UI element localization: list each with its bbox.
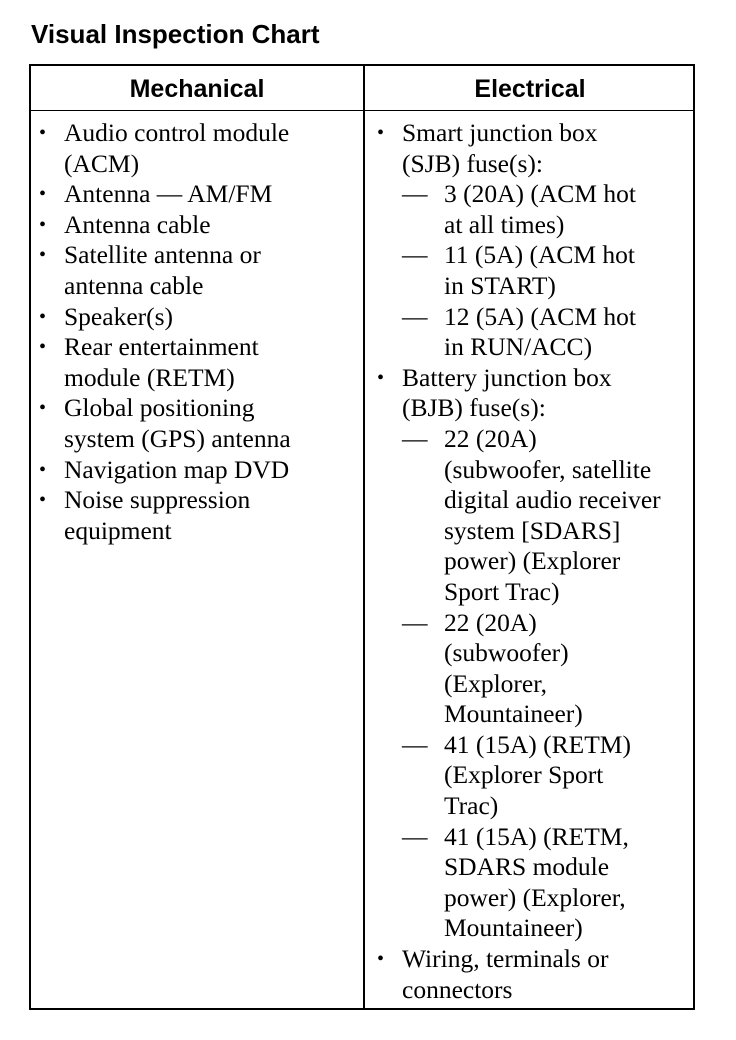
dash-icon: —	[402, 821, 428, 851]
dash-icon: —	[402, 423, 428, 453]
fuse-entry	[402, 302, 689, 363]
item-text: (ACM)	[64, 148, 140, 178]
column-divider	[363, 66, 365, 1008]
fuse-entry	[402, 608, 689, 730]
bullet-icon: •	[39, 122, 47, 144]
fuse-entry	[402, 822, 689, 944]
mechanical-header: Mechanical	[129, 75, 265, 103]
fuse-text: (subwoofer, satellite	[444, 454, 652, 484]
bullet-icon: •	[39, 458, 47, 481]
fuse-text: Sport Trac)	[444, 576, 560, 606]
mechanical-item-speakers	[39, 302, 357, 333]
item-text: Antenna cable	[64, 209, 211, 239]
item-text: Battery junction box	[402, 362, 612, 392]
electrical-item-wiring	[377, 944, 689, 1005]
mechanical-list	[39, 118, 357, 546]
dash-icon: —	[402, 729, 428, 759]
fuse-text: 41 (15A) (RETM)	[444, 729, 631, 759]
bullet-icon: •	[39, 183, 47, 206]
dash-icon: —	[402, 240, 428, 270]
item-text: Navigation map DVD	[64, 454, 290, 484]
bullet-icon: •	[39, 489, 47, 512]
item-text: (SJB) fuse(s):	[402, 148, 543, 178]
mechanical-item-satellite-antenna	[39, 240, 357, 301]
header-divider	[31, 110, 693, 111]
mechanical-item-antenna-cable	[39, 210, 357, 241]
fuse-text: 22 (20A)	[444, 423, 537, 453]
inspection-table	[29, 64, 695, 1010]
item-text: Satellite antenna or	[64, 240, 261, 270]
fuse-text: (subwoofer)	[444, 638, 569, 668]
fuse-text: (Explorer Sport	[444, 760, 604, 790]
dash-icon: —	[402, 179, 428, 209]
bullet-icon: •	[39, 305, 47, 328]
electrical-item-bjb	[377, 363, 689, 944]
electrical-item-sjb	[377, 118, 689, 363]
fuse-text: 3 (20A) (ACM hot	[444, 179, 636, 209]
bullet-icon: •	[39, 244, 47, 267]
item-text: Audio control module	[64, 118, 290, 147]
fuse-text: 22 (20A)	[444, 607, 537, 637]
fuse-text: Mountaineer)	[444, 699, 583, 729]
bullet-icon: •	[377, 366, 385, 389]
dash-icon: —	[402, 607, 428, 637]
item-text: Wiring, terminals or	[402, 944, 609, 974]
item-text: Global positioning	[64, 393, 255, 423]
item-text: Speaker(s)	[64, 301, 174, 331]
mechanical-item-gps	[39, 393, 357, 454]
item-text: system (GPS) antenna	[64, 423, 291, 453]
bullet-icon: •	[377, 122, 385, 144]
mechanical-item-antenna	[39, 179, 357, 210]
fuse-text: (Explorer,	[444, 668, 548, 698]
mechanical-item-noise-suppression	[39, 485, 357, 546]
mechanical-item-nav-dvd	[39, 455, 357, 486]
fuse-text: digital audio receiver	[444, 485, 661, 515]
fuse-text: SDARS module	[444, 852, 610, 882]
item-text: Smart junction box	[402, 118, 598, 147]
electrical-list	[377, 118, 689, 1005]
item-text: antenna cable	[64, 270, 204, 300]
fuse-text: in RUN/ACC)	[444, 332, 593, 362]
fuse-entry	[402, 240, 689, 301]
fuse-text: at all times)	[444, 209, 565, 239]
fuse-text: Mountaineer)	[444, 913, 583, 943]
bullet-icon: •	[377, 948, 385, 971]
fuse-text: in START)	[444, 270, 556, 300]
fuse-text: system [SDARS]	[444, 515, 621, 545]
fuse-text: power) (Explorer,	[444, 882, 626, 912]
fuse-entry	[402, 424, 689, 608]
fuse-entry	[402, 179, 689, 240]
bullet-icon: •	[39, 336, 47, 359]
fuse-entry	[402, 730, 689, 822]
electrical-header: Electrical	[474, 75, 586, 103]
item-text: connectors	[402, 974, 513, 1004]
fuse-text: 11 (5A) (ACM hot	[444, 240, 636, 270]
fuse-text: 41 (15A) (RETM,	[444, 821, 629, 851]
item-text: Rear entertainment	[64, 332, 259, 362]
fuse-text: 12 (5A) (ACM hot	[444, 301, 636, 331]
dash-icon: —	[402, 301, 428, 331]
item-text: Noise suppression	[64, 485, 251, 515]
item-text: module (RETM)	[64, 362, 235, 392]
fuse-text: Trac)	[444, 791, 499, 821]
item-text: Antenna — AM/FM	[64, 179, 273, 209]
mechanical-item-retm	[39, 332, 357, 393]
page-title: Visual Inspection Chart	[31, 19, 320, 49]
item-text: (BJB) fuse(s):	[402, 393, 546, 423]
bullet-icon: •	[39, 213, 47, 236]
mechanical-item-acm	[39, 118, 357, 179]
bullet-icon: •	[39, 397, 47, 420]
item-text: equipment	[64, 515, 172, 545]
fuse-text: power) (Explorer	[444, 546, 621, 576]
